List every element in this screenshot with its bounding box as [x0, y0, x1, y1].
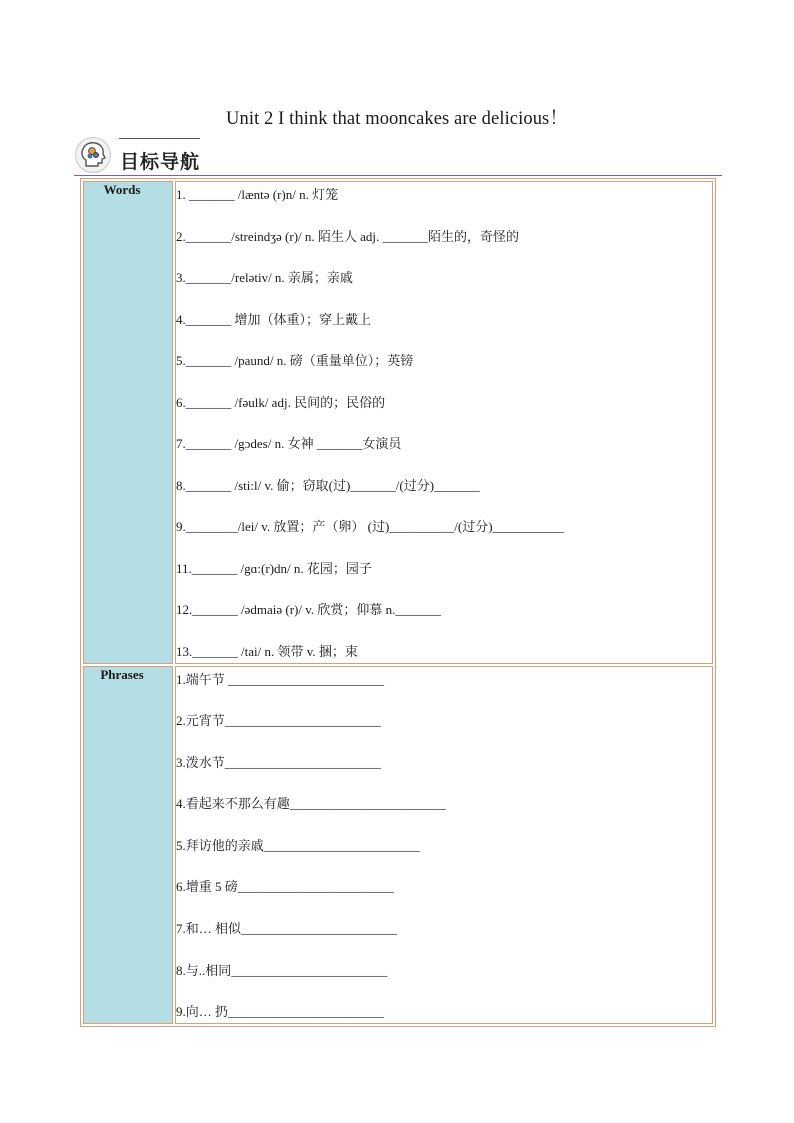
- word-item: 2._______/streindʒə (r)/ n. 陌生人 adj. _______陌生的，奇怪的: [176, 228, 520, 244]
- word-item: 13._______ /tai/ n. 领带 v. 捆；束: [176, 643, 358, 659]
- phrases-label: Phrases: [100, 666, 144, 682]
- words-label-cell: [83, 181, 173, 664]
- header-overline: [119, 138, 200, 139]
- section-header: [74, 134, 722, 178]
- word-item: 5._______ /paund/ n. 磅（重量单位）；英镑: [176, 353, 414, 368]
- words-label: Words: [103, 182, 141, 197]
- word-item: 7._______ /gɔdes/ n. 女神 _______女演员: [176, 436, 402, 451]
- word-item: 12._______ /ədmaiə (r)/ v. 欣赏；仰慕 n._______: [176, 602, 441, 617]
- phrase-item: 6.增重 5 磅________________________: [176, 879, 394, 895]
- phrases-label-cell: [83, 666, 173, 1025]
- head-gears-icon: [74, 136, 112, 174]
- word-item: 11._______ /gɑ:(r)dn/ n. 花园；园子: [176, 560, 372, 576]
- word-item: 3._______/relətiv/ n. 亲属；亲戚: [176, 270, 353, 285]
- phrase-item: 4.看起来不那么有趣________________________: [176, 796, 446, 812]
- section-heading: 目标导航: [120, 151, 201, 173]
- vocabulary-table: [80, 178, 716, 1027]
- phrase-item: 2.元宵节________________________: [176, 713, 381, 729]
- phrase-item: 7.和… 相似________________________: [176, 921, 398, 937]
- word-item: 8._______ /sti:l/ v. 偷；窃取(过)_______/(过分)_______: [176, 477, 480, 493]
- word-item: 6._______ /fəulk/ adj. 民间的；民俗的: [176, 394, 386, 410]
- phrase-item: 1.端午节 ________________________: [176, 671, 385, 687]
- phrase-item: 3.泼水节________________________: [176, 754, 381, 770]
- phrase-item: 5.拜访他的亲戚________________________: [176, 837, 420, 853]
- phrase-item: 9.向… 扔________________________: [176, 1004, 385, 1020]
- words-row: [83, 181, 713, 664]
- phrase-item: 8.与..相同________________________: [176, 962, 388, 978]
- word-item: 9.________/lei/ v. 放置；产（卵） (过)__________/(过分)___________: [176, 519, 565, 534]
- word-item: 4._______ 增加（体重）；穿上戴上: [176, 311, 372, 327]
- word-item: 1. _______ /læntə (r)n/ n. 灯笼: [176, 187, 339, 202]
- header-divider: [74, 175, 722, 176]
- words-content-cell: [175, 181, 713, 664]
- page-title: Unit 2 I think that mooncakes are delicious！: [226, 109, 568, 129]
- phrases-content-cell: [175, 666, 713, 1025]
- phrases-row: [83, 666, 713, 1025]
